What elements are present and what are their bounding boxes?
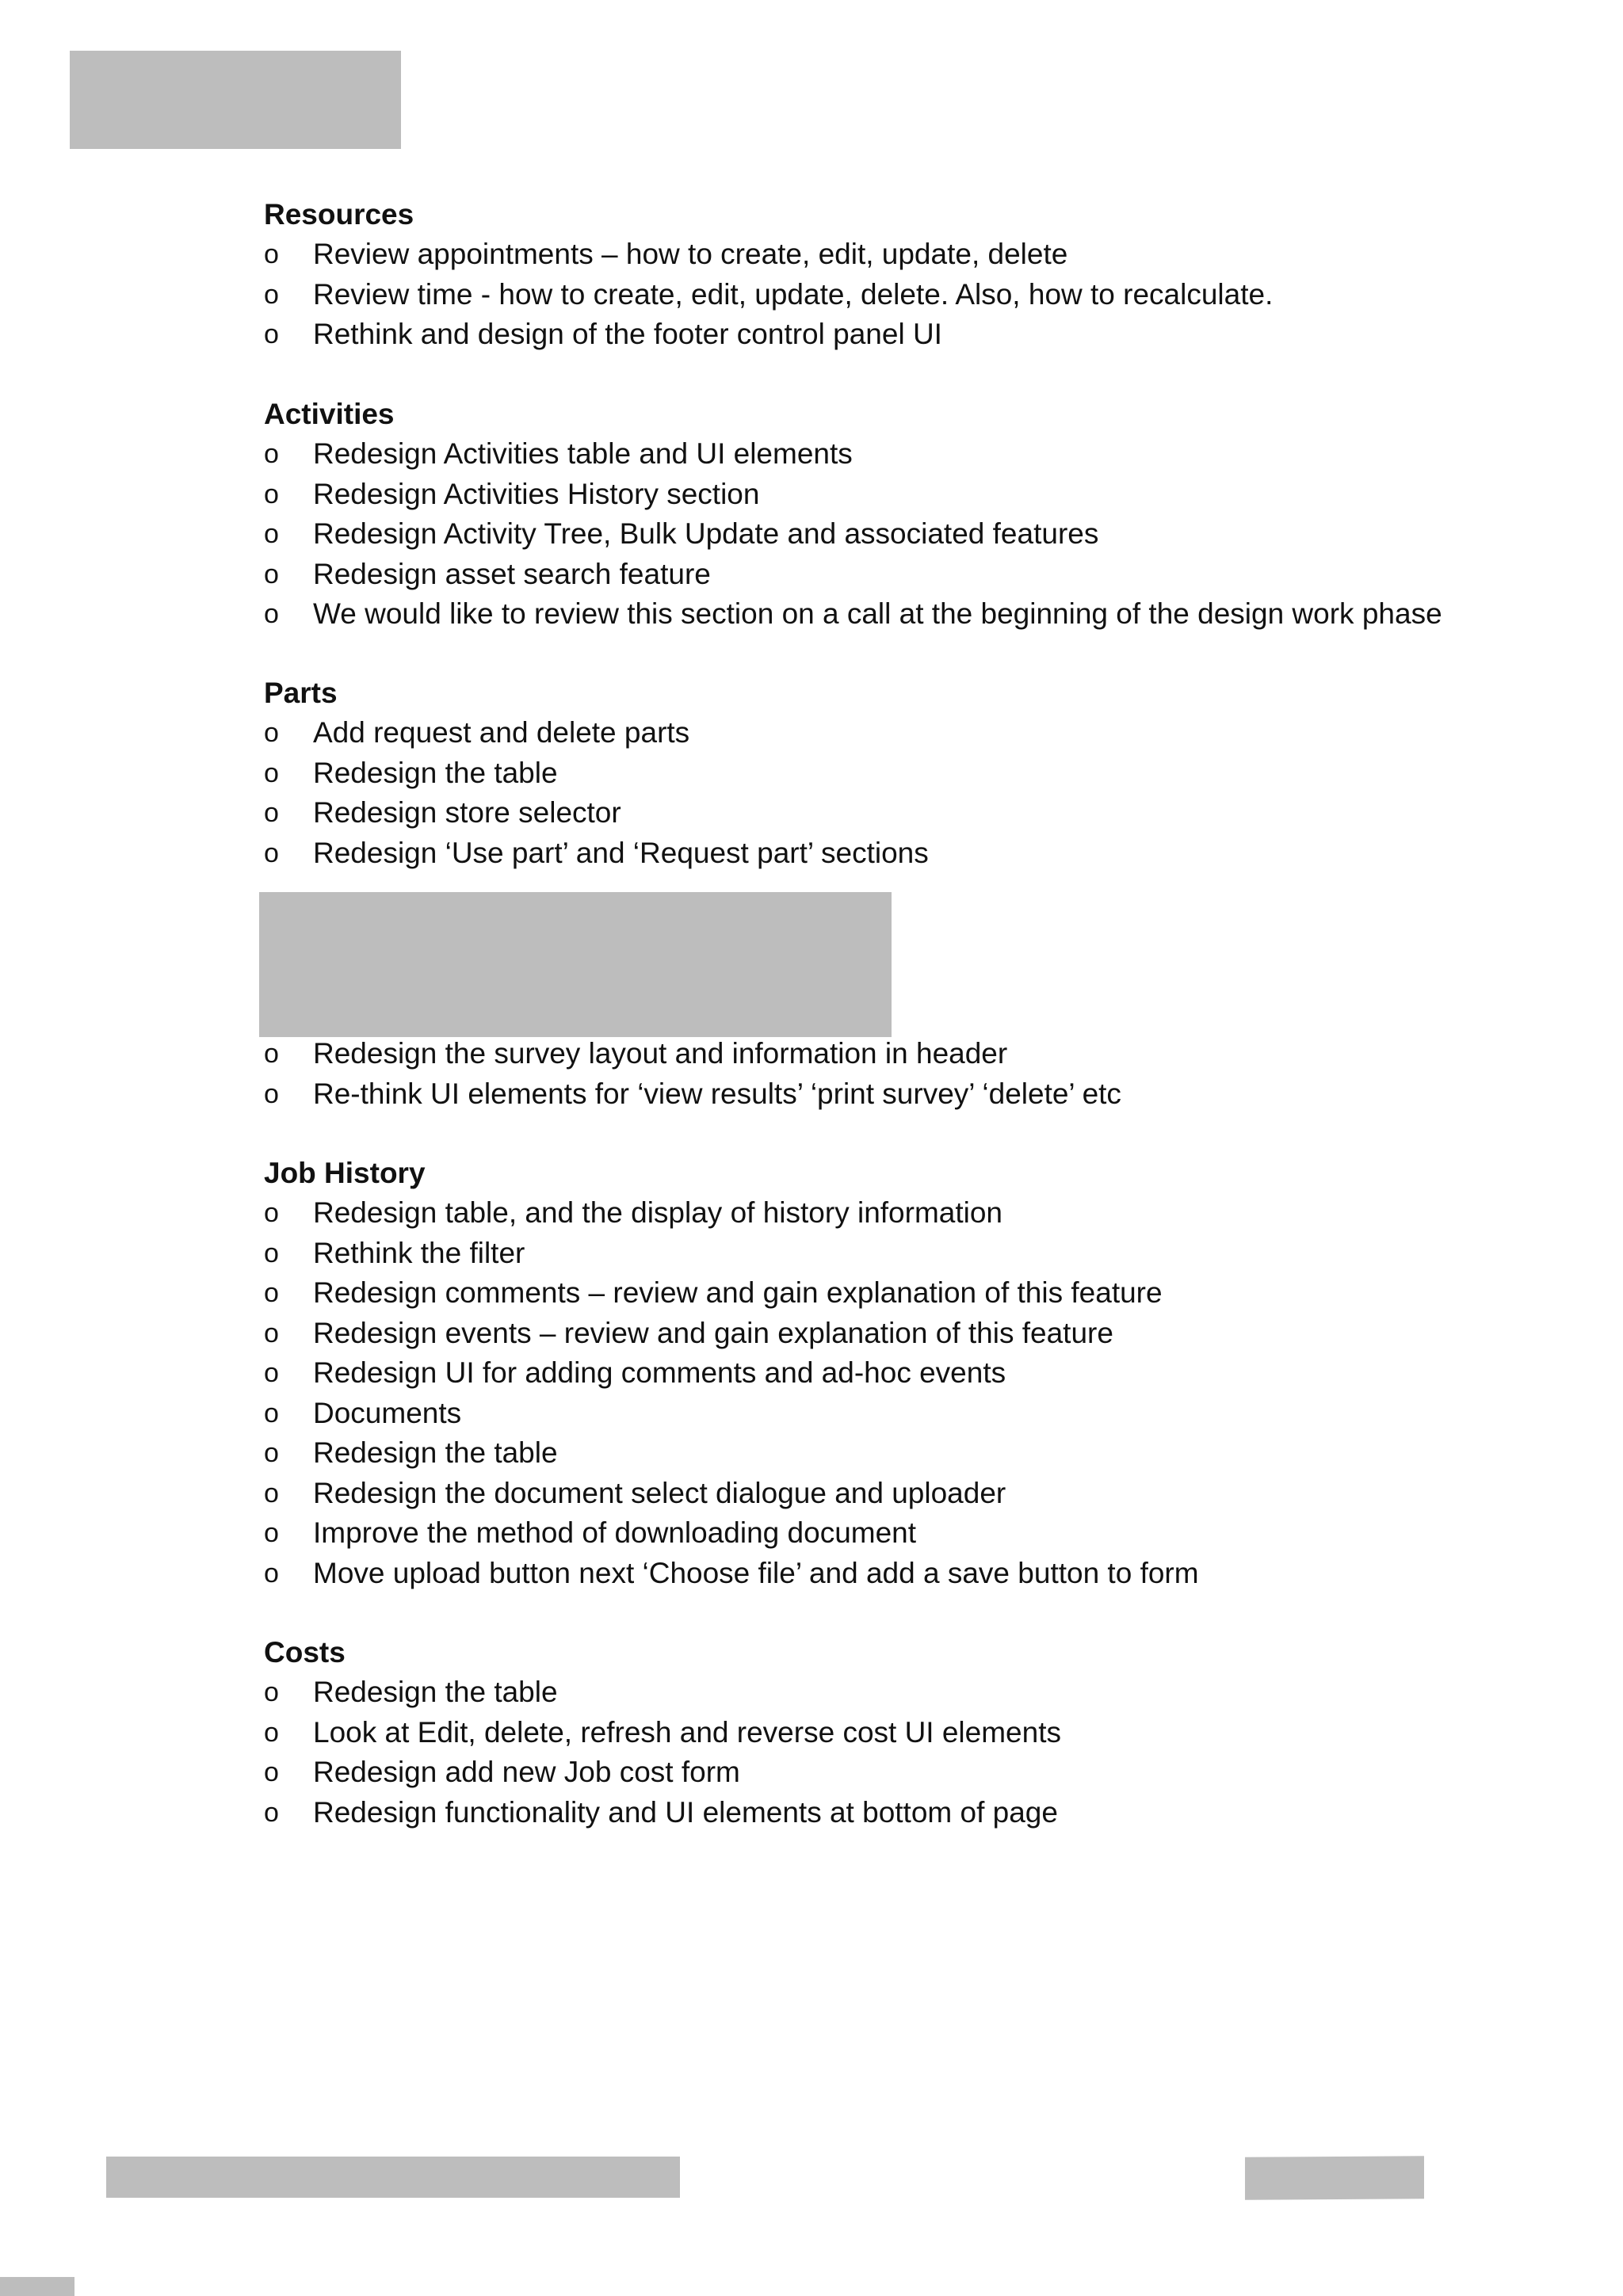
bullet-icon: o <box>264 1438 279 1468</box>
bullet-icon: o <box>264 1039 279 1069</box>
bullet-icon: o <box>264 1518 279 1548</box>
bullet-icon: o <box>264 279 279 310</box>
bullet-icon: o <box>264 1198 279 1228</box>
bullet-icon: o <box>264 1358 279 1388</box>
redacted-corner-block <box>0 2277 74 2296</box>
bullet-icon: o <box>264 1558 279 1589</box>
bullet-icon: o <box>264 1078 279 1109</box>
bullet-icon: o <box>264 479 279 509</box>
bullet-icon: o <box>264 1717 279 1748</box>
section-heading-resources: Resources <box>264 198 414 231</box>
bullet-icon: o <box>264 599 279 629</box>
bullet-icon: o <box>264 1318 279 1348</box>
redacted-section-heading-block <box>259 892 892 1037</box>
bullet-icon: o <box>264 1677 279 1707</box>
bullet-icon: o <box>264 1278 279 1308</box>
section-heading-parts: Parts <box>264 677 338 709</box>
bullet-icon: o <box>264 559 279 589</box>
bullet-icon: o <box>264 319 279 349</box>
bullet-icon: o <box>264 718 279 748</box>
section-heading-costs: Costs <box>264 1636 346 1669</box>
bullet-icon: o <box>264 239 279 269</box>
redacted-footer-text-block <box>106 2157 680 2198</box>
redacted-logo-block <box>70 51 401 149</box>
bullet-icon: o <box>264 1757 279 1787</box>
bullet-icon: o <box>264 439 279 469</box>
bullet-icon: o <box>264 519 279 549</box>
bullet-icon: o <box>264 1478 279 1508</box>
bullet-icon: o <box>264 837 279 868</box>
bullet-icon: o <box>264 1238 279 1268</box>
section-heading-job-history: Job History <box>264 1157 426 1189</box>
section-heading-activities: Activities <box>264 398 395 430</box>
bullet-icon: o <box>264 798 279 828</box>
bullet-icon: o <box>264 1797 279 1828</box>
redacted-page-number-block <box>1245 2156 1424 2200</box>
bullet-icon: o <box>264 757 279 788</box>
bullet-icon: o <box>264 1398 279 1428</box>
